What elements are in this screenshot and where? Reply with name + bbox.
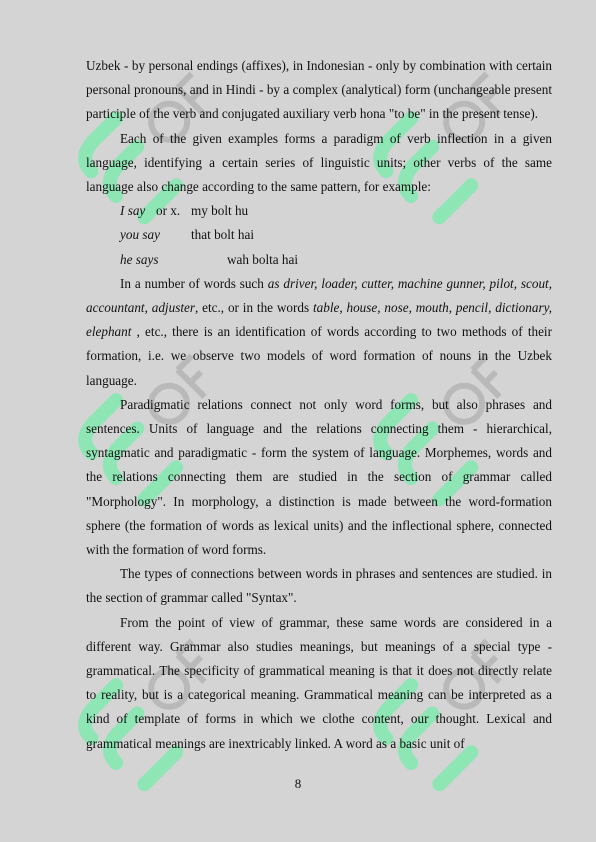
example-hindi: my bolt hu: [191, 203, 249, 219]
paragraph-4: Paradigmatic relations connect not only word forms, but also phrases and sentences. Units of language and the relations connecting them - hierarchical, syntagmatic and paradigmatic - form the system of language. Morphemes, words and the relations connecting them are studied in the section of grammar called "Morphology". In morphology, a distinction is made between the word-formation sphere (the formation of words as lexical units) and the inflectional sphere, connected with the formation of word forms.: [86, 396, 552, 558]
example-row: [86, 199, 552, 223]
p3-italic-d: table, house, nose, mouth, pencil, dictionary, elephant: [86, 299, 552, 340]
paragraph-2: Each of the given examples forms a paradigm of verb inflection in a given language, identifying a certain series of linguistic units; other verbs of the same language also change according to the same pattern, for example:: [86, 130, 552, 195]
paragraph-1: Uzbek - by personal endings (affixes), in Indonesian - only by combination with certain personal pronouns, and in Hindi - by a complex (analytical) form (unchangeable present participle of the verb and conjugated auxiliary verb hona "to be" in the present tense).: [86, 58, 552, 122]
paragraph-3: [86, 272, 552, 393]
example-hindi: wah bolta hai: [227, 251, 299, 267]
example-hindi: that bolt hai: [191, 227, 254, 243]
example-row: [86, 223, 552, 247]
paragraph-6: From the point of view of grammar, these same words are considered in a different way. Grammar also studies meanings, but meanings of a special type - grammatical. The specificity of grammatical meaning is that it does not directly relate to reality, but is a categorical meaning. Grammatical meaning can be interpreted as a kind of template of forms in which we clothe content, our thought. Lexical and grammatical meanings are inextricably linked. A word as a basic unit of: [86, 614, 552, 751]
example-row: [86, 248, 552, 272]
p3-text-e: , etc., there is an identification of words according to two methods of their formation, i.e. we observe two models of word formation of nouns in the Uzbek language.: [86, 324, 552, 388]
body-text: [86, 54, 552, 756]
p3-text-c: , etc., or in the words: [194, 299, 313, 315]
example-pronoun: you say: [120, 227, 160, 243]
example-extra: or x.: [156, 203, 181, 219]
example-pronoun: I say: [120, 203, 146, 219]
p3-italic-b: as driver, loader, cutter, machine gunner, pilot, scout, accountant, adjuster: [86, 275, 553, 315]
p3-text-a: In a number of words such: [120, 275, 268, 291]
page-number: 8: [294, 776, 302, 791]
paragraph-5: The types of connections between words in phrases and sentences are studied. in the section of grammar called "Syntax".: [86, 566, 552, 606]
example-pronoun: he says: [120, 251, 159, 267]
